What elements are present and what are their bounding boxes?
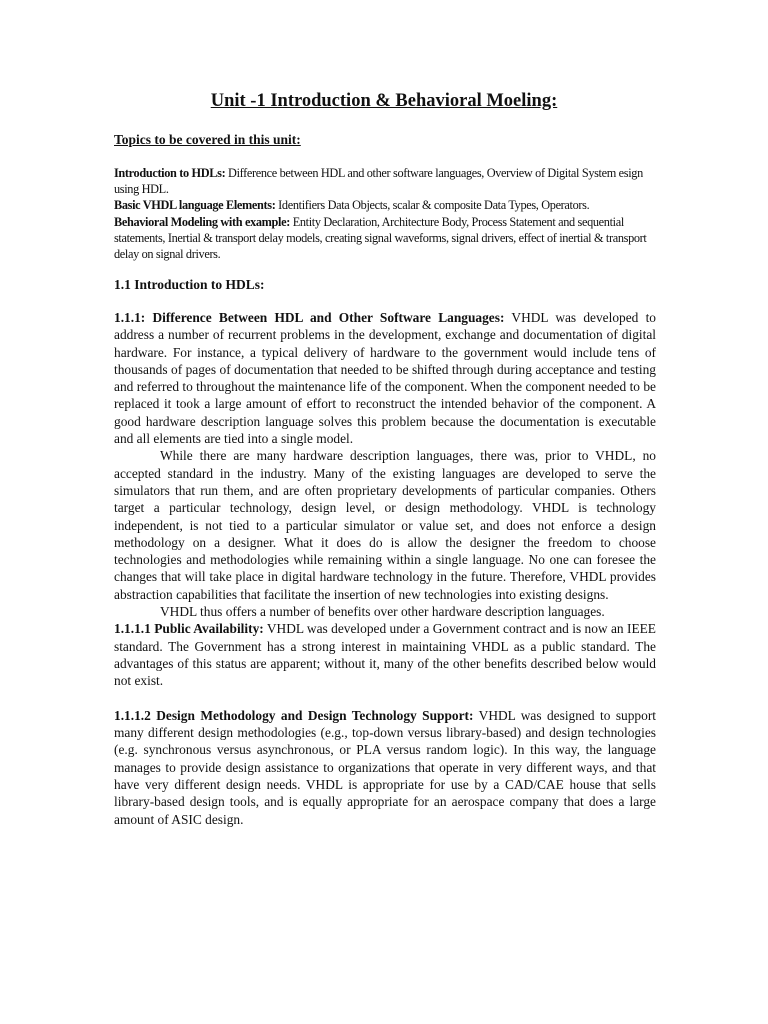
topic-text: Entity Declaration, Architecture Body, Process Statement and sequential statements, Inertial & transport delay models, creating signal waveforms, signal drivers, effect of inertial & transport delay on signal drivers. — [114, 214, 647, 262]
topic-item — [114, 214, 656, 263]
paragraph-text: VHDL was developed under a Government contract and is now an IEEE standard. The Government has a strong interest in maintaining VHDL as a public standard. The advantages of this status are apparent; without it, many of the other benefits described below would not exist. — [114, 621, 656, 689]
topic-label: Introduction to HDLs: — [114, 166, 226, 180]
paragraph-heading: 1.1.1: Difference Between HDL and Other Software Languages: — [114, 310, 505, 325]
topics-heading: Topics to be covered in this unit: — [114, 132, 301, 147]
paragraph — [114, 309, 656, 447]
paragraph — [114, 707, 656, 828]
topic-text: Difference between HDL and other software languages, Overview of Digital System esign using HDL. — [114, 166, 643, 197]
topic-item — [114, 165, 656, 197]
paragraph-heading: 1.1.1.2 Design Methodology and Design Technology Support: — [114, 707, 474, 723]
topic-label: Basic VHDL language Elements: — [114, 198, 276, 213]
topic-text: Identifiers Data Objects, scalar & composite Data Types, Operators. — [275, 198, 590, 213]
body-text — [114, 309, 656, 828]
paragraph: While there are many hardware description languages, there was, prior to VHDL, no accepted standard in the industry. Many of the existing languages are developed to serve the simulators that run them, and are often proprietary developments of particular companies. Others target a particular technology, design level, or design methodology. VHDL is technology independent, is not tied to a particular simulator or value set, and does not enforce a design methodology on a designer. What it does do is allow the designer the freedom to choose technologies and methodologies while remaining within a single language. No one can foresee the changes that will take place in digital hardware technology in the future. Therefore, VHDL provides abstraction capabilities that facilitate the insertion of new technologies into existing designs. — [114, 448, 656, 602]
topic-item — [114, 197, 656, 213]
topics-list — [114, 165, 656, 262]
paragraph: VHDL thus offers a number of benefits over other hardware description languages. — [160, 604, 605, 620]
page-title: Unit -1 Introduction & Behavioral Moeling: — [210, 91, 558, 111]
paragraph-text: VHDL was designed to support many different design methodologies (e.g., top-down versus library-based) and design technologies (e.g. synchronous versus asynchronous, or PLA versus random logic). In this way, the language manages to provide design assistance to organizations that operate in very different ways, and that have very different design needs. VHDL is appropriate for use by a CAD/CAE house that sells library-based design tools, and is equally appropriate for an aerospace company that does a large amount of ASIC design. — [114, 707, 656, 827]
section-heading: 1.1 Introduction to HDLs: — [114, 277, 265, 292]
topic-label: Behavioral Modeling with example: — [114, 214, 290, 229]
paragraph — [114, 620, 656, 689]
paragraph-heading: 1.1.1.1 Public Availability: — [114, 621, 264, 637]
paragraph-text: VHDL was developed to address a number of recurrent problems in the development, exchange and documentation of digital hardware. For instance, a typical delivery of hardware to the government would include tens of thousands of pages of documentation that needed to be shifted through during acceptance and testing and referred to throughout the maintenance life of the component. When the component needed to be replaced it took a large amount of effort to reconstruct the intended behavior of the component. A good hardware description language solves this problem because the documentation is executable and all elements are tied into a single model. — [114, 310, 657, 447]
